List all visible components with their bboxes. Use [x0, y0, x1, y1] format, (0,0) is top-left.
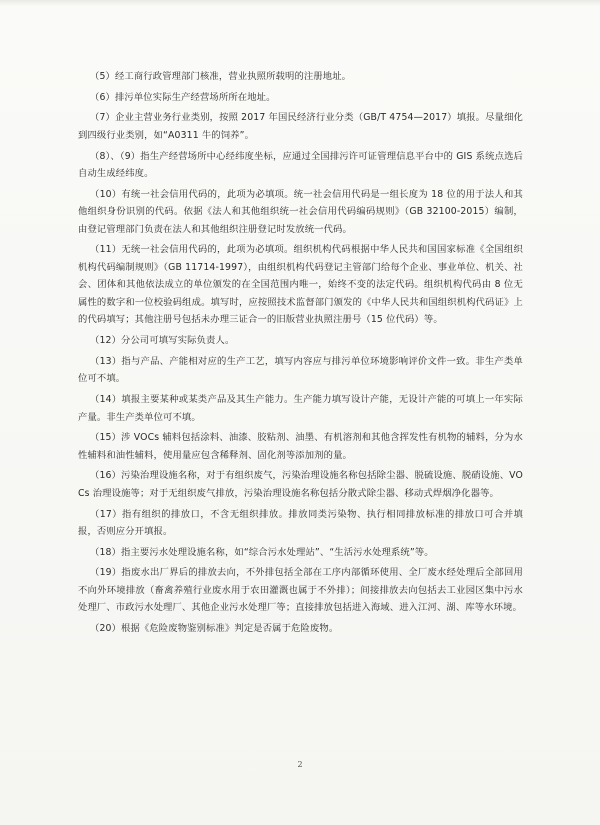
note-18: （18）指主要污水处理设施名称，如“综合污水处理站”、“生活污水处理系统”等。: [90, 546, 434, 558]
note-10: （10）有统一社会信用代码的，此项为必填项。统一社会信用代码是一组长度为 18 位的用于法人和其他组织身份识别的代码。依据《法人和其他组织统一社会信用代码编码规则》（GB 32100-2015）编制，由登记管理部门负责在法人和其他组织注册登记时发放统一代码。: [78, 188, 523, 235]
note-20: （20）根据《危险废物鉴别标准》判定是否属于危险废物。: [90, 623, 339, 635]
page-number: 2: [297, 760, 303, 769]
note-8-9: （8）、（9）指生产经营场所中心经纬度坐标，应通过全国排污许可证管理信息平台中的 GIS 系统点选后自动生成经纬度。: [78, 150, 523, 180]
note-7: （7）企业主营业务行业类别，按照 2017 年国民经济行业分类（GB/T 4754—2017）填报。尽量细化到四级行业类别，如“A0311 牛的饲养”。: [78, 112, 523, 141]
note-12: （12）分公司可填写实际负责人。: [90, 335, 235, 347]
note-19: （19）指废水出厂界后的排放去向，不外排包括全部在工序内部循环使用、全厂废水经处理后全部回用不向外环境排放（畜禽养殖行业废水用于农田灌溉也属于不外排）；间接排放去向包括去工业园区集中污水处理厂、市政污水处理厂、其他企业污水处理厂等；直接排放包括进入海域、进入江河、湖、库等水环境。: [78, 567, 523, 614]
scan-edge: [0, 0, 600, 6]
note-5: （5）经工商行政管理部门核准，营业执照所载明的注册地址。: [90, 71, 352, 82]
note-6: （6）排污单位实际生产经营场所所在地址。: [90, 91, 276, 103]
note-11: （11）无统一社会信用代码的，此项为必填项。组织机构代码根据中华人民共和国国家标准《全国组织机构代码编制规则》（GB 11714-1997），由组织机构代码登记主管部门给每个企业、事业单位、机关、社会、团体和其他依法成立的单位颁发的在全国范围内唯一，始终不变的法定代码。组织机构代码由 8 位无属性的数字和一位校验码组成。填写时，应按照技术监督部门颁发的《中华人民共和国组织机构代码证》上的代码填写；其他注册号包括未办理三证合一的旧版营业执照注册号（15 位代码）等。: [78, 244, 523, 326]
note-14: （14）填报主要某种或某类产品及其生产能力。生产能力填写设计产能，无设计产能的可填上一年实际产量。非生产类单位可不填。: [78, 394, 523, 423]
note-17: （17）指有组织的排放口，不含无组织排放。排放同类污染物、执行相同排放标准的排放口可合并填报，否则应分开填报。: [78, 508, 523, 538]
notes-list: [78, 68, 523, 641]
note-15: （15）涉 VOCs 辅料包括涂料、油漆、胶粘剂、油墨、有机溶剂和其他含挥发性有机物的辅料，分为水性辅料和油性辅料，使用量应包含稀释剂、固化剂等添加剂的量。: [78, 432, 523, 461]
note-16: （16）污染治理设施名称，对于有组织废气，污染治理设施名称包括除尘器、脱硫设施、脱硝设施、VOCs 治理设施等；对于无组织废气排放，污染治理设施名称包括分散式除尘器、移动式焊烟净化器等。: [78, 470, 523, 499]
note-13: （13）指与产品、产能相对应的生产工艺，填写内容应与排污单位环境影响评价文件一致。非生产类单位可不填。: [78, 355, 523, 385]
